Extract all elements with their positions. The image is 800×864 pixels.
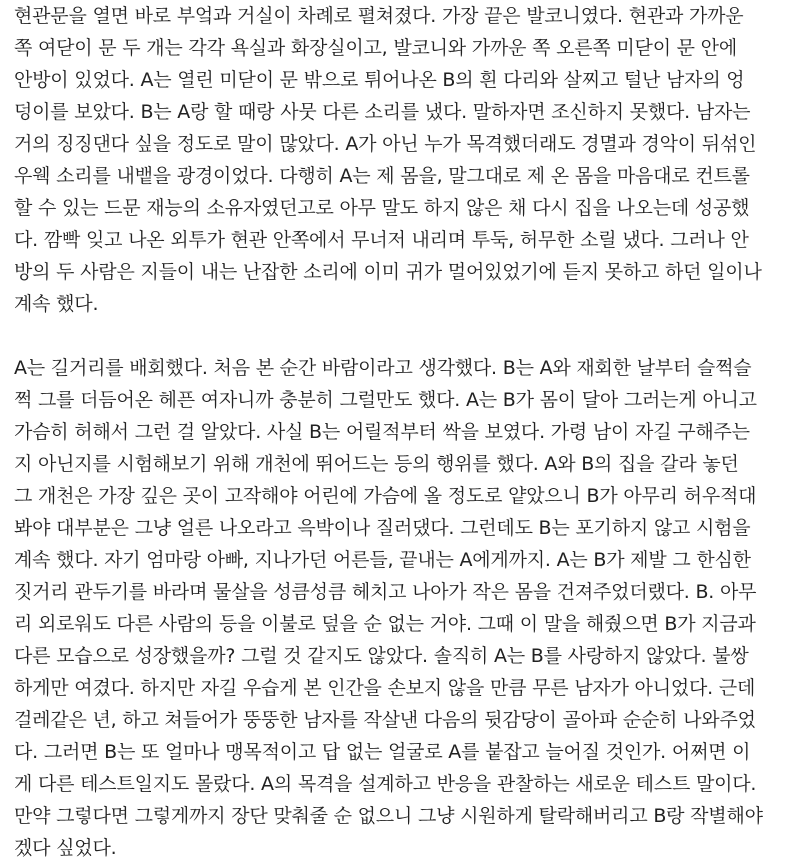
text-line: 덩이를 보았다. B는 A랑 할 때랑 사뭇 다른 소리를 냈다. 말하자면 조신하지 못했다. 남자는 xyxy=(14,101,751,123)
text-line: 걸레같은 년, 하고 쳐들어가 뚱뚱한 남자를 작살낸 다음의 뒷감당이 골아파 순순히 나와주었 xyxy=(14,709,756,731)
paragraph-spacer xyxy=(14,320,792,352)
text-line: 다. 그러면 B는 또 얼마나 맹목적이고 답 없는 얼굴로 A를 붙잡고 늘어질 것인가. 어쩌면 이 xyxy=(14,741,751,763)
text-line: 할 수 있는 드문 재능의 소유자였던고로 아무 말도 하지 않은 채 다시 집을 나오는데 성공했 xyxy=(14,197,750,219)
text-line: 계속 했다. xyxy=(14,293,99,315)
text-line: 다른 모습으로 성장했을까? 그럴 것 같지도 않았다. 솔직히 A는 B를 사랑하지 않았다. 불쌍 xyxy=(14,645,749,667)
text-line: 현관문을 열면 바로 부엌과 거실이 차례로 펼쳐졌다. 가장 끝은 발코니였다. 현관과 가까운 xyxy=(14,5,744,27)
text-line: 겠다 싶었다. xyxy=(14,837,117,859)
text-line: 지 아닌지를 시험해보기 위해 개천에 뛰어드는 등의 행위를 했다. A와 B의 집을 갈라 놓던 xyxy=(14,453,739,475)
text-line: 우웩 소리를 내뱉을 광경이었다. 다행히 A는 제 몸을, 말그대로 제 온 몸을 마음대로 컨트롤 xyxy=(14,165,750,187)
text-line: 쩍 그를 더듬어온 헤픈 여자니까 충분히 그럴만도 했다. A는 B가 몸이 달아 그러는게 아니고 xyxy=(14,389,757,411)
text-line: 계속 했다. 자기 엄마랑 아빠, 지나가던 어른들, 끝내는 A에게까지. A는 B가 제발 그 한심한 xyxy=(14,549,751,571)
text-line: 만약 그렇다면 그렇게까지 장단 맞춰줄 순 없으니 그냥 시원하게 탈락해버리고 B랑 작별해야 xyxy=(14,805,763,827)
text-line: 방의 두 사람은 지들이 내는 난잡한 소리에 이미 귀가 멀어있었기에 듣지 못하고 하던 일이나 xyxy=(14,261,762,283)
paragraph xyxy=(14,352,792,864)
text-line: 하게만 여겼다. 하지만 자길 우습게 본 인간을 손보지 않을 만큼 무른 남자가 아니었다. 근데 xyxy=(14,677,756,699)
text-line: 쪽 여닫이 문 두 개는 각각 욕실과 화장실이고, 발코니와 가까운 쪽 오른쪽 미닫이 문 안에 xyxy=(14,37,737,59)
paragraph xyxy=(14,0,792,320)
text-line: A는 길거리를 배회했다. 처음 본 순간 바람이라고 생각했다. B는 A와 재회한 날부터 슬쩍슬 xyxy=(14,357,752,379)
text-line: 다. 깜빡 잊고 나온 외투가 현관 안쪽에서 무너저 내리며 투둑, 허무한 소릴 냈다. 그러나 안 xyxy=(14,229,749,251)
text-line: 리 외로워도 다른 사람의 등을 이불로 덮을 순 없는 거야. 그때 이 말을 해줬으면 B가 지금과 xyxy=(14,613,756,635)
text-line: 짓거리 관두기를 바라며 물살을 성큼성큼 헤치고 나아가 작은 몸을 건져주었더랬다. B. 아무 xyxy=(14,581,757,603)
text-line: 게 다른 테스트일지도 몰랐다. A의 목격을 설계하고 반응을 관찰하는 새로운 테스트 말이다. xyxy=(14,773,757,795)
text-line: 그 개천은 가장 깊은 곳이 고작해야 어린에 가슴에 올 정도로 얕았으니 B가 아무리 허우적대 xyxy=(14,485,757,507)
text-line: 가슴히 허해서 그런 걸 알았다. 사실 B는 어릴적부터 싹을 보였다. 가령 남이 자길 구해주는 xyxy=(14,421,750,443)
text-line: 봐야 대부분은 그냥 얼른 나오라고 윽박이나 질러댔다. 그런데도 B는 포기하지 않고 시험을 xyxy=(14,517,751,539)
text-line: 거의 징징댄다 싶을 정도로 말이 많았다. A가 아닌 누가 목격했더래도 경멸과 경악이 뒤섞인 xyxy=(14,133,757,155)
document-body xyxy=(14,0,792,864)
text-line: 안방이 있었다. A는 열린 미닫이 문 밖으로 튀어나온 B의 흰 다리와 살찌고 털난 남자의 엉 xyxy=(14,69,745,91)
